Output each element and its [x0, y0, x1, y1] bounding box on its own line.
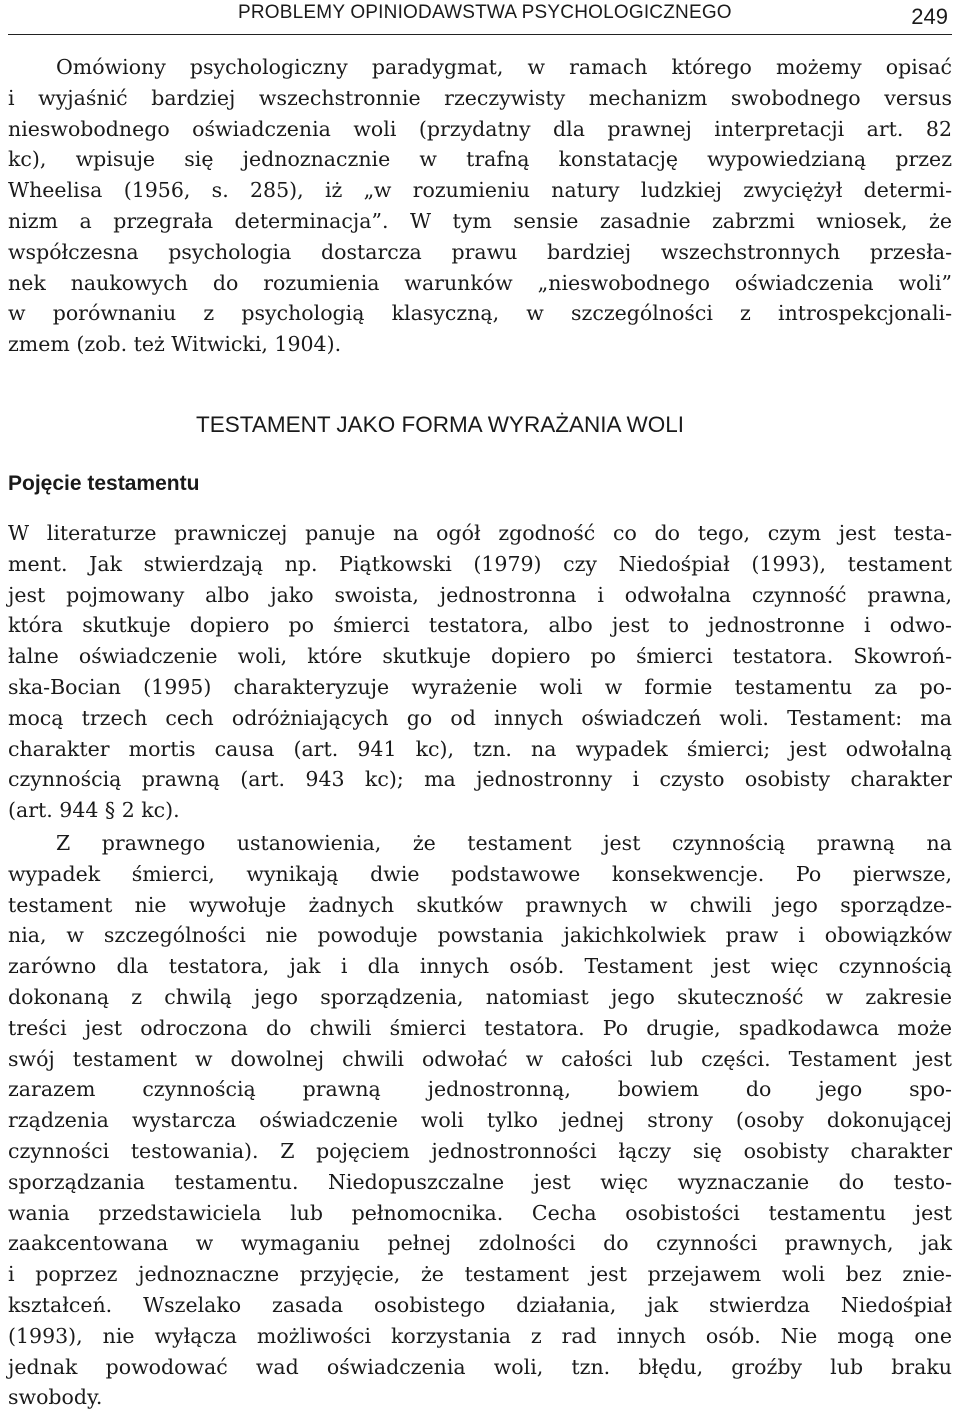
paragraph-line: czynnością prawną (art. 943 kc); ma jednostronny i czysto osobisty charakter — [8, 767, 952, 792]
paragraph-line: jednak powodować wad oświadczenia woli, tzn. błędu, groźby lub braku — [8, 1354, 952, 1379]
paragraph-consequences — [8, 828, 952, 1413]
paragraph-line: łalne oświadczenie woli, które skutkuje dopiero po śmierci testatora. Skowroń- — [8, 644, 952, 669]
paragraph-line: nia, w szczególności nie powoduje powstania jakichkolwiek praw i obowiązków — [8, 923, 952, 948]
paragraph-line: zmem (zob. też Witwicki, 1904). — [8, 332, 342, 357]
paragraph-line: testament nie wywołuje żadnych skutków prawnych w chwili jego sporządze- — [8, 892, 952, 917]
paragraph-line: swobody. — [8, 1385, 103, 1410]
paragraph-line: mocą trzech cech odróżniających go od innych oświadczeń woli. Testament: ma — [8, 705, 952, 730]
paragraph-line: Omówiony psychologiczny paradygmat, w ramach którego możemy opisać — [56, 55, 952, 79]
paragraph-line: kształceń. Wszelako zasada osobistego działania, jak stwierdza Niedośpiał — [8, 1292, 952, 1317]
paragraph-line: treści jest odroczona do chwili śmierci testatora. Po drugie, spadkodawca może — [8, 1015, 952, 1040]
paragraph-line: ment. Jak stwierdzają np. Piątkowski (1979) czy Niedośpiał (1993), testament — [8, 551, 952, 576]
paragraph-definition — [8, 518, 952, 826]
paragraph-line: kc), wpisuje się jednoznacznie w trafną konstatację wypowiedzianą przez — [8, 147, 952, 172]
paragraph-line: wania przedstawiciela lub pełnomocnika. Cecha osobistości testamentu jest — [8, 1200, 952, 1225]
paragraph-line: zaakcentowana w wymaganiu pełnej zdolności do czynności prawnych, jak — [8, 1231, 952, 1256]
paragraph-line: (art. 944 § 2 kc). — [8, 798, 180, 823]
paragraph-line: (1993), nie wyłącza możliwości korzystania z rad innych osób. Nie mogą one — [8, 1323, 952, 1348]
paragraph-line: zarazem czynnością prawną jednostronną, bowiem do jego spo- — [8, 1077, 952, 1102]
paragraph-line: charakter mortis causa (art. 941 kc), tzn. na wypadek śmierci; jest odwołalną — [8, 736, 952, 761]
paragraph-line: sporządzania testamentu. Niedopuszczalne jest więc wyznaczanie do testo- — [8, 1169, 952, 1194]
paragraph-line: W literaturze prawniczej panuje na ogół zgodność co do tego, czym jest testa- — [8, 521, 952, 545]
paragraph-line: która skutkuje dopiero po śmierci testatora, albo jest to jednostronne i odwo- — [8, 613, 952, 638]
paragraph-line: Wheelisa (1956, s. 285), iż „w rozumieniu natury ludzkiej zwyciężył determi- — [8, 178, 952, 203]
side-heading: Pojęcie testamentu — [8, 472, 200, 495]
paragraph-line: w porównaniu z psychologią klasyczną, w szczególności z introspekcjonali- — [8, 301, 952, 326]
paragraph-line: i poprzez jednoznaczne przyjęcie, że testament jest przejawem woli bez znie- — [8, 1262, 952, 1287]
running-header — [8, 0, 952, 35]
paragraph-line: swój testament w dowolnej chwili odwołać w całości lub części. Testament jest — [8, 1046, 952, 1071]
paragraph-line: Z prawnego ustanowienia, że testament jest czynnością prawną na — [56, 831, 952, 855]
paragraph-line: rządzenia wystarcza oświadczenie woli tylko jednej strony (osoby dokonującej — [8, 1108, 952, 1133]
running-header-title: PROBLEMY OPINIODAWSTWA PSYCHOLOGICZNEGO — [238, 2, 732, 23]
paragraph-line: dokonaną z chwilą jego sporządzenia, natomiast jego skuteczność w zakresie — [8, 984, 952, 1009]
paragraph-line: nieswobodnego oświadczenia woli (przydatny dla prawnej interpretacji art. 82 — [8, 116, 952, 141]
paragraph-line: jest pojmowany albo jako swoista, jednostronna i odwołalna czynność prawna, — [8, 582, 952, 607]
paragraph-line: zarówno dla testatora, jak i dla innych osób. Testament jest więc czynnością — [8, 954, 952, 979]
paragraph-line: wypadek śmierci, wynikają dwie podstawowe konsekwencje. Po pierwsze, — [8, 861, 952, 886]
paragraph-line: współczesna psychologia dostarcza prawu bardziej wszechstronnych przesła- — [8, 239, 952, 264]
paragraph-intro — [8, 52, 952, 360]
paragraph-line: ska-Bocian (1995) charakteryzuje wyrażenie woli w formie testamentu za po- — [8, 674, 952, 699]
paragraph-line: nizm a przegrała determinacja”. W tym sensie zasadnie zabrzmi wniosek, że — [8, 208, 952, 233]
page-number: 249 — [911, 4, 948, 29]
paragraph-line: nek naukowych do rozumienia warunków „nieswobodnego oświadczenia woli” — [8, 270, 952, 295]
section-heading: TESTAMENT JAKO FORMA WYRAŻANIA WOLI — [196, 412, 684, 437]
paragraph-line: i wyjaśnić bardziej wszechstronnie rzeczywisty mechanizm swobodnego versus — [8, 85, 952, 110]
paragraph-line: czynności testowania). Z pojęciem jednostronności łączy się osobisty charakter — [8, 1138, 952, 1163]
